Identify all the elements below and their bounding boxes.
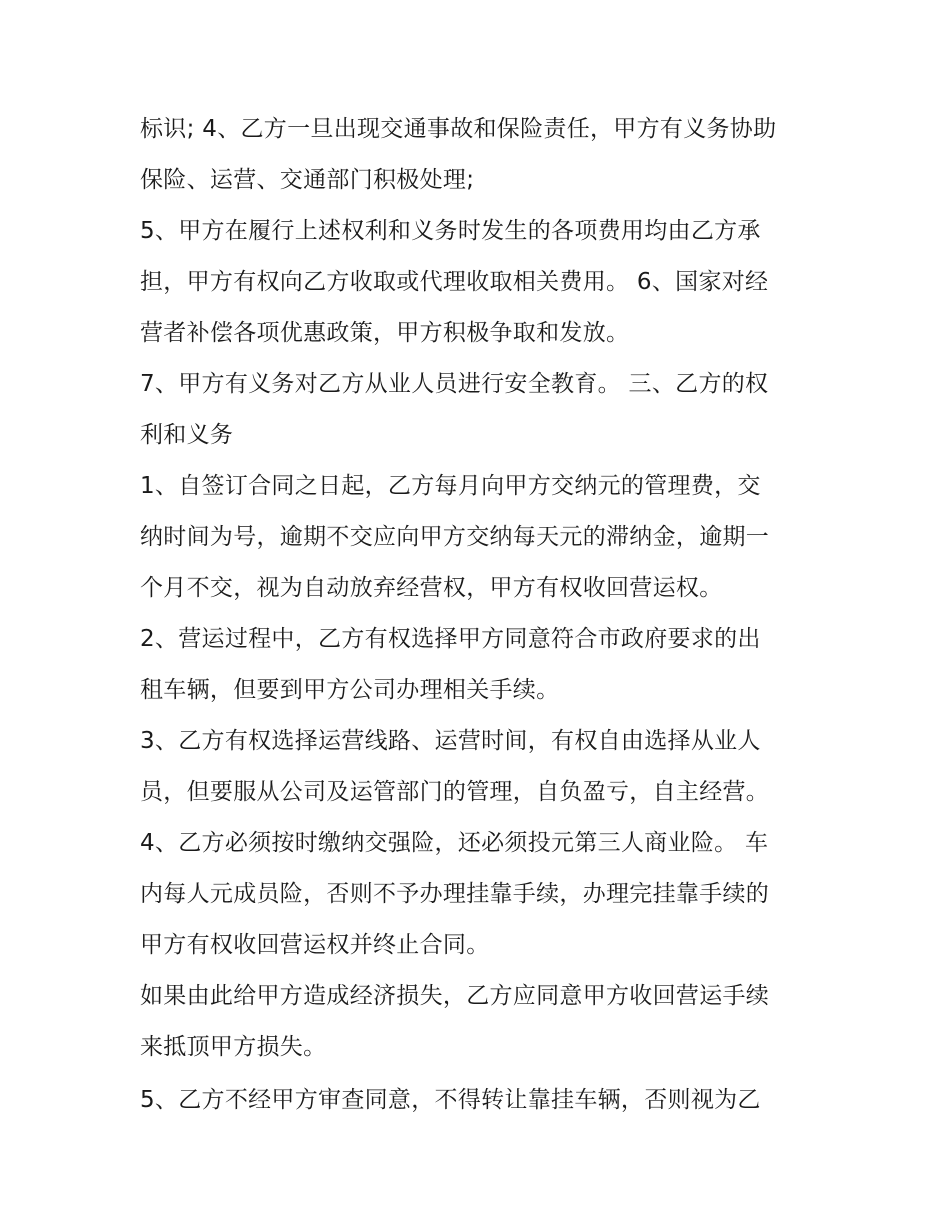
text-line: 来抵顶甲方损失。 xyxy=(140,1034,327,1060)
document-body xyxy=(140,104,815,1126)
text-line: 保险、运营、交通部门积极处理; xyxy=(140,167,475,193)
text-line: 内每人元成员险，否则不予办理挂靠手续，办理完挂靠手续的 xyxy=(140,881,770,907)
text-line: 营者补偿各项优惠政策，甲方积极争取和发放。 xyxy=(140,320,630,346)
text-line: 2、营运过程中，乙方有权选择甲方同意符合市政府要求的出 xyxy=(140,626,761,652)
text-line: 7、甲方有义务对乙方从业人员进行安全教育。 三、乙方的权 xyxy=(140,371,769,397)
text-line: 个月不交，视为自动放弃经营权，甲方有权收回营运权。 xyxy=(140,575,723,601)
text-line: 租车辆，但要到甲方公司办理相关手续。 xyxy=(140,677,560,703)
text-line: 5、乙方不经甲方审查同意，不得转让靠挂车辆，否则视为乙 xyxy=(140,1087,761,1113)
text-line: 利和义务 xyxy=(140,422,234,448)
text-line: 甲方有权收回营运权并终止合同。 xyxy=(140,932,490,958)
text-line: 4、乙方必须按时缴纳交强险，还必须投元第三人商业险。 车 xyxy=(140,830,769,856)
text-line: 标识; 4、乙方一旦出现交通事故和保险责任，甲方有义务协助 xyxy=(140,116,777,142)
text-line: 3、乙方有权选择运营线路、运营时间，有权自由选择从业人 xyxy=(140,728,761,754)
text-line: 员，但要服从公司及运管部门的管理，自负盈亏，自主经营。 xyxy=(140,779,770,805)
text-line: 如果由此给甲方造成经济损失，乙方应同意甲方收回营运手续 xyxy=(140,983,770,1009)
text-line: 1、自签订合同之日起，乙方每月向甲方交纳元的管理费，交 xyxy=(140,473,761,499)
text-line: 5、甲方在履行上述权利和义务时发生的各项费用均由乙方承 xyxy=(140,218,761,244)
text-line: 担，甲方有权向乙方收取或代理收取相关费用。 6、国家对经 xyxy=(140,269,769,295)
text-line: 纳时间为号，逾期不交应向甲方交纳每天元的滞纳金，逾期一 xyxy=(140,524,770,550)
